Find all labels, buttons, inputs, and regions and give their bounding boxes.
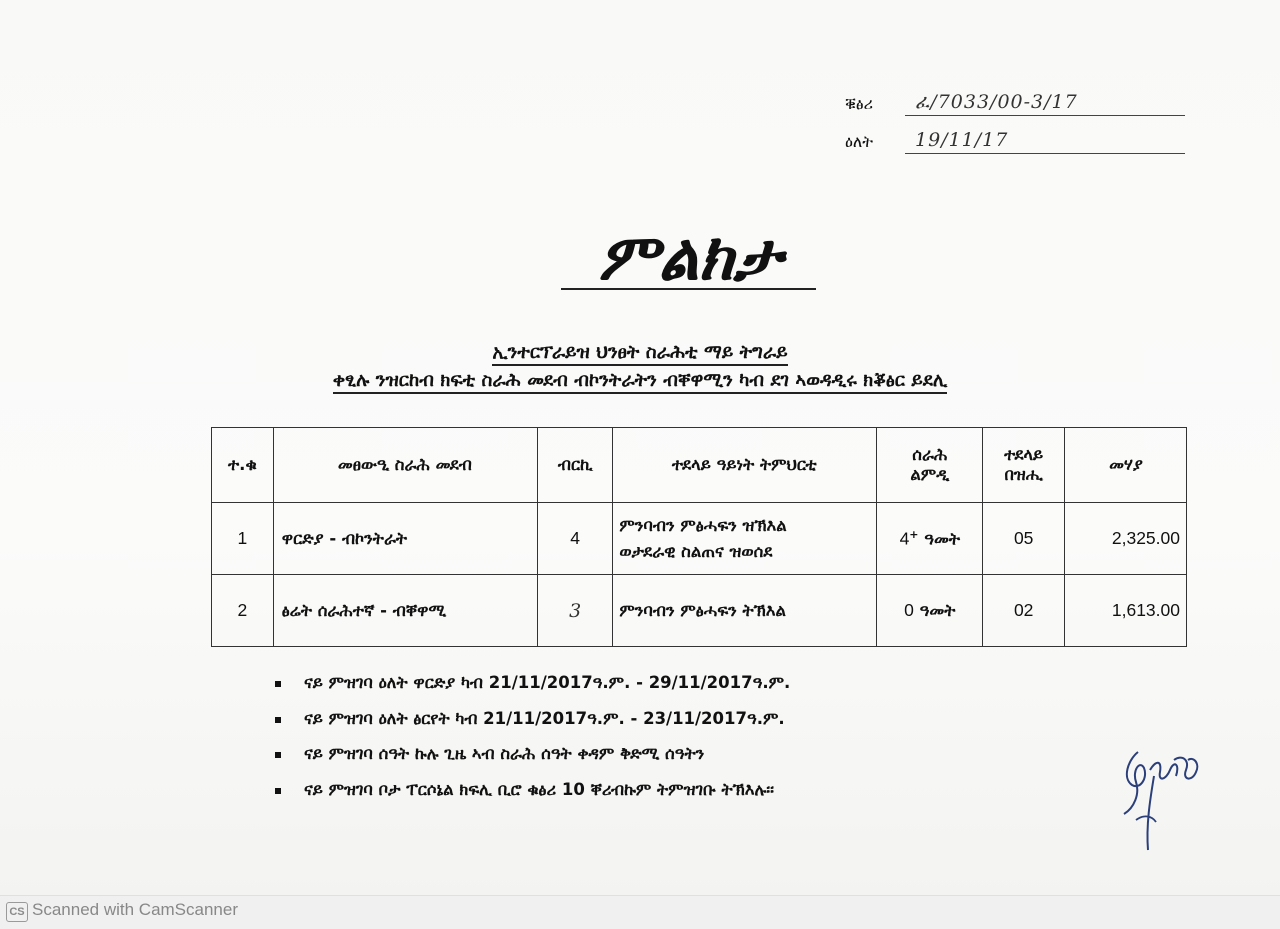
row2-job-title: ፅሬት ሰራሕተኛ - ብቐዋሚ [273, 575, 537, 647]
notes-list [270, 668, 1070, 810]
subtitle-vacancy [180, 370, 1100, 391]
header-education: ተደላይ ዓይነት ትምህርቲ [613, 428, 877, 503]
scanner-watermark-bar [0, 895, 1280, 929]
reference-date-value: 19/11/17 [905, 129, 1185, 154]
row2-required-count: 02 [983, 575, 1064, 647]
header-required-line1: ተደላይ [1004, 445, 1044, 464]
row1-experience-value: 4 [899, 528, 910, 549]
row2-experience [877, 575, 983, 647]
header-number: ተ.ቁ [212, 428, 274, 503]
row1-education [613, 503, 877, 575]
reference-date-row [845, 126, 1185, 156]
row1-education-line2: ወታደራዊ ስልጠና ዝወሰደ [619, 541, 773, 561]
bullet-icon [275, 681, 281, 687]
title-underline [561, 288, 816, 290]
reference-block [845, 88, 1185, 164]
list-item [270, 668, 1070, 704]
table-row [212, 503, 1187, 575]
reference-number-label: ቑፅሪ [845, 94, 873, 113]
row2-number: 2 [212, 575, 274, 647]
row1-education-line1: ምንባብን ምፅሓፍን ዝኽእል [619, 515, 787, 535]
header-salary: መሃያ [1064, 428, 1186, 503]
row2-education-line1: ምንባብን ምፅሓፍን ትኽእል [619, 600, 786, 620]
reference-number-row [845, 88, 1185, 118]
note-cleaner-registration-date: ናይ ምዝገባ ዕለት ፅርየት ካብ 21/11/2017ዓ.ም. - 23/11/2017ዓ.ም. [304, 708, 785, 728]
row1-number: 1 [212, 503, 274, 575]
subtitle-organization-text: ኢንተርፕራይዝ ህንፀት ስራሕቲ ማይ ትግራይ [492, 342, 787, 366]
list-item [270, 704, 1070, 740]
bullet-icon [275, 788, 281, 794]
document-title: ምልክታ [598, 220, 782, 295]
row1-required-count: 05 [983, 503, 1064, 575]
header-experience-line2: ልምዲ [910, 465, 950, 484]
note-registration-time: ናይ ምዝገባ ሰዓት ኩሉ ጊዜ ኣብ ስራሕ ሰዓት ቀዳም ቅድሚ ሰዓትን [304, 744, 705, 763]
row1-experience-unit: ዓመት [924, 529, 961, 549]
row1-salary: 2,325.00 [1064, 503, 1186, 575]
header-grade: ብርኪ [537, 428, 612, 503]
note-guard-registration-date: ናይ ምዝገባ ዕለት ዋርድያ ካብ 21/11/2017ዓ.ም. - 29/11/2017ዓ.ም. [304, 673, 791, 692]
table-header-row [212, 428, 1187, 503]
table-row [212, 575, 1187, 647]
reference-date-label: ዕለት [845, 132, 874, 151]
header-experience-line1: ሰራሕ [912, 445, 948, 464]
bullet-icon [275, 717, 281, 723]
row1-grade: 4 [537, 503, 612, 575]
row2-experience-unit: ዓመት [919, 601, 956, 620]
header-required-count [983, 428, 1064, 503]
reference-number-value: ፈ/7033/00-3/17 [905, 91, 1185, 116]
list-item [270, 739, 1070, 775]
row2-salary: 1,613.00 [1064, 575, 1186, 647]
subtitle-vacancy-text: ቀፂሉ ንዝርከብ ክፍቲ ስራሕ መደብ ብኮንትራትን ብቐዋሚን ካብ ደገ ኣወዳዲሩ ክቖፅር ይደሊ [333, 370, 947, 394]
vacancy-table [211, 427, 1187, 647]
header-job-title: መፀውዒ ስራሕ መደብ [273, 428, 537, 503]
header-required-line2: በዝሒ [1004, 465, 1043, 484]
scanner-watermark-text: Scanned with CamScanner [32, 900, 239, 919]
row1-experience-plus: + [909, 527, 919, 541]
handwritten-signature [1110, 730, 1220, 860]
camscanner-logo-icon: CS [6, 902, 28, 922]
subtitle-organization [180, 342, 1100, 363]
bullet-icon [275, 752, 281, 758]
row1-job-title: ዋርድያ - ብኮንትራት [273, 503, 537, 575]
row2-grade: 3 [537, 575, 612, 647]
row2-experience-value: 0 [904, 600, 914, 620]
header-experience [877, 428, 983, 503]
note-registration-place: ናይ ምዝገባ ቦታ ፐርሶኔል ክፍሊ ቢሮ ቁፅሪ 10 ቐሪብኩም ትምዝገቡ ትኽእሉ፡፡ [304, 779, 775, 799]
list-item [270, 775, 1070, 811]
row2-education [613, 575, 877, 647]
row1-experience [877, 503, 983, 575]
